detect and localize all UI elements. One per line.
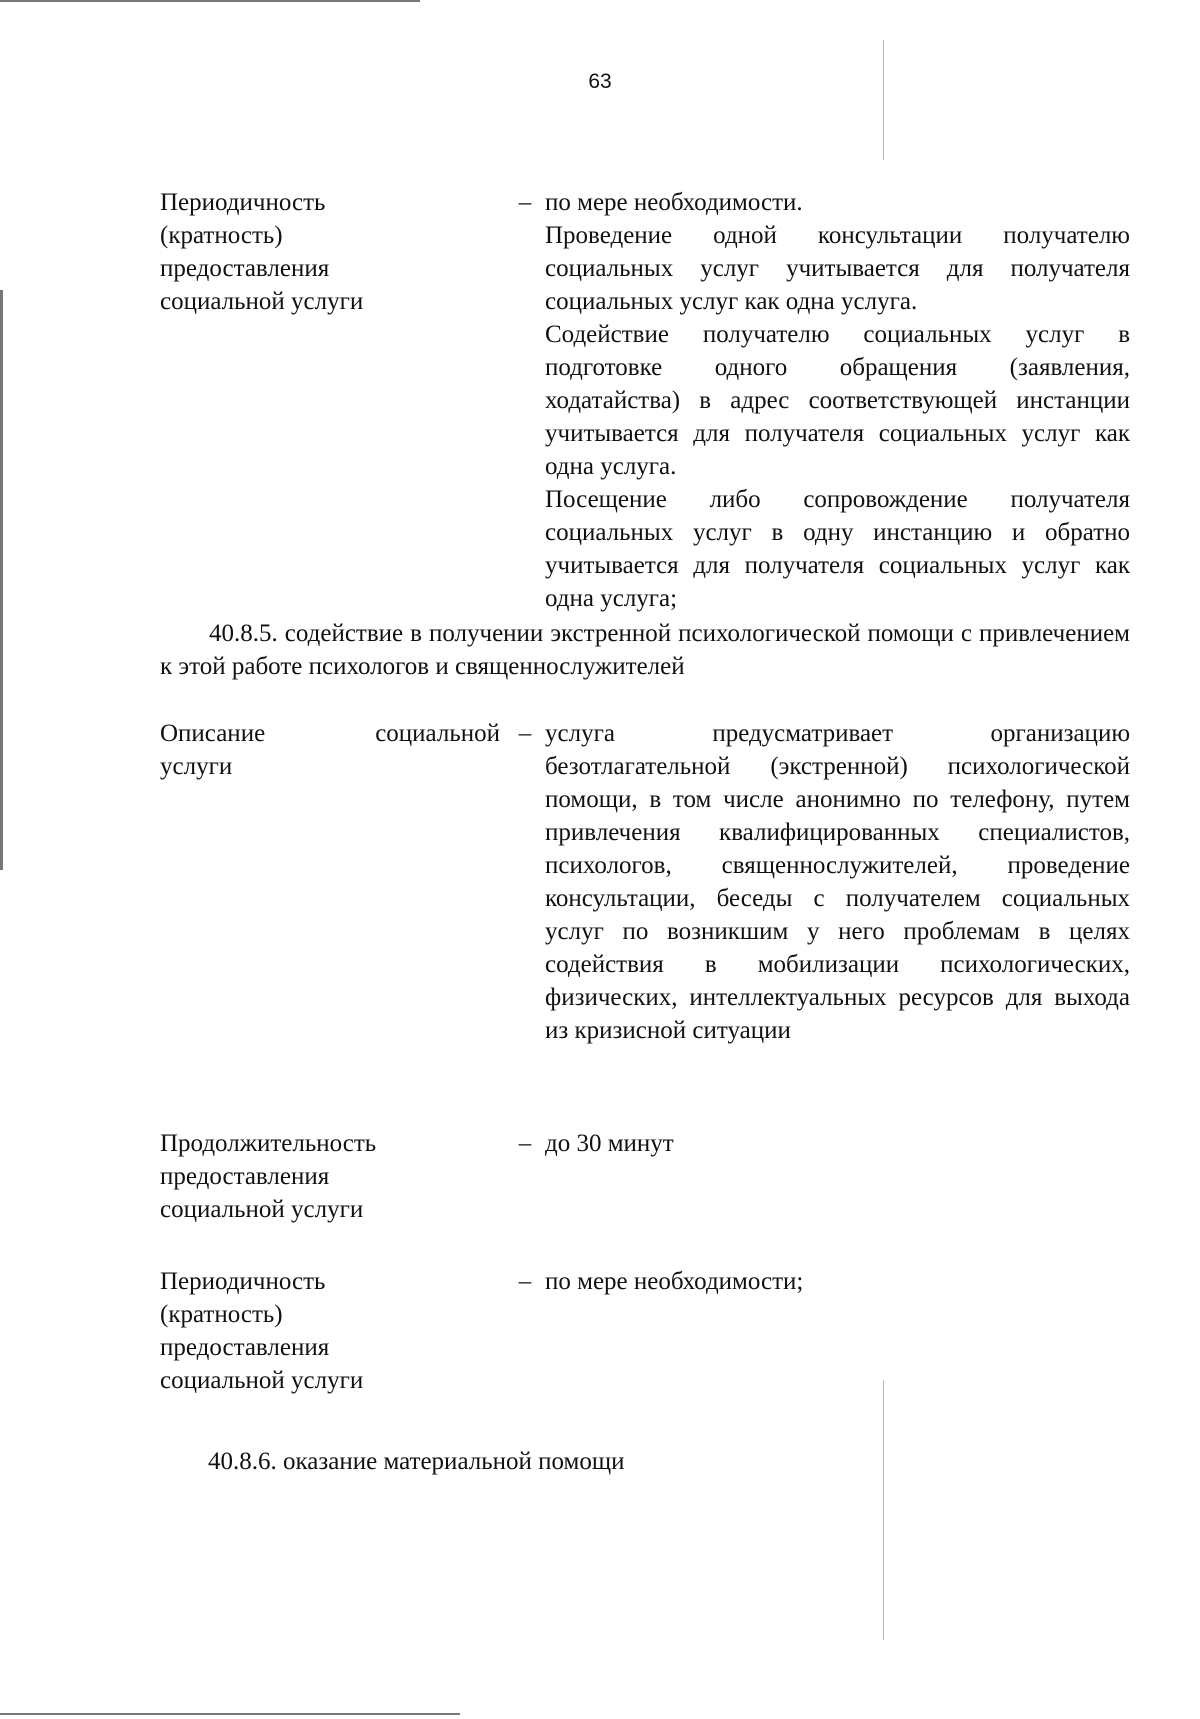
dash-separator-3: – xyxy=(518,1130,532,1157)
duration-row xyxy=(160,1127,1130,1237)
description-label-word-2: социальной xyxy=(375,720,500,747)
scan-edge-bottom xyxy=(0,1713,460,1715)
periodicity-paragraph-3: Содействие получателю социальных услуг в подготовке одного обращения (заявления, ходатайства) в адрес соответствующей инстанции учитывается для получателя социальных услуг как одна услуга. xyxy=(545,321,1130,480)
scan-fold-line-1 xyxy=(883,40,884,160)
page-number: 63 xyxy=(588,70,612,93)
description-label-line-1 xyxy=(160,717,500,750)
periodicity-row-1 xyxy=(160,186,1130,612)
dash-separator-2: – xyxy=(518,720,532,747)
description-paragraph: услуга предусматривает организацию безотлагательной (экстренной) психологической помощи, в том числе анонимно по телефону, путем привлечения квалифицированных специалистов, психологов, священнослужителей, проведение консультации, беседы с получателем социальных услуг по возникшим у него проблемам в целях содействия в мобилизации психологических, физических, интеллектуальных ресурсов для выхода из кризисной ситуации xyxy=(545,720,1130,1044)
description-content xyxy=(545,717,1130,1047)
periodicity-row-2 xyxy=(160,1265,1130,1405)
periodicity-label-1: Периодичность (кратность) предоставления социальной услуги xyxy=(160,189,364,315)
periodicity-paragraph-4: Посещение либо сопровождение получателя социальных услуг в одну инстанцию и обратно учитывается для получателя социальных услуг как одна услуга; xyxy=(545,486,1130,612)
duration-label: Продолжительность предоставления социальной услуги xyxy=(160,1130,377,1223)
scan-edge-top xyxy=(0,0,420,2)
section-40-8-6: 40.8.6. оказание материальной помощи xyxy=(208,1448,625,1475)
description-label-line-2: услуги xyxy=(160,753,233,780)
scan-edge-left xyxy=(0,290,3,870)
periodicity-paragraph-2: Проведение одной консультации получателю социальных услуг учитывается для получателя социальных услуг как одна услуга. xyxy=(545,222,1130,315)
dash-separator-1: – xyxy=(518,189,532,216)
duration-content: до 30 минут xyxy=(545,1130,674,1157)
periodicity-paragraph-1: по мере необходимости. xyxy=(545,189,803,216)
dash-separator-4: – xyxy=(518,1268,532,1295)
scan-fold-line-2 xyxy=(883,1380,884,1640)
description-row xyxy=(160,717,1130,1077)
section-40-8-5: 40.8.5. содействие в получении экстренной психологической помощи с привлечением к этой работе психологов и священнослужителей xyxy=(160,620,1130,680)
periodicity-content-1 xyxy=(545,186,1130,615)
periodicity-label-2: Периодичность (кратность) предоставления социальной услуги xyxy=(160,1268,364,1394)
description-label-word-1: Описание xyxy=(160,720,266,747)
periodicity-content-2: по мере необходимости; xyxy=(545,1268,804,1295)
